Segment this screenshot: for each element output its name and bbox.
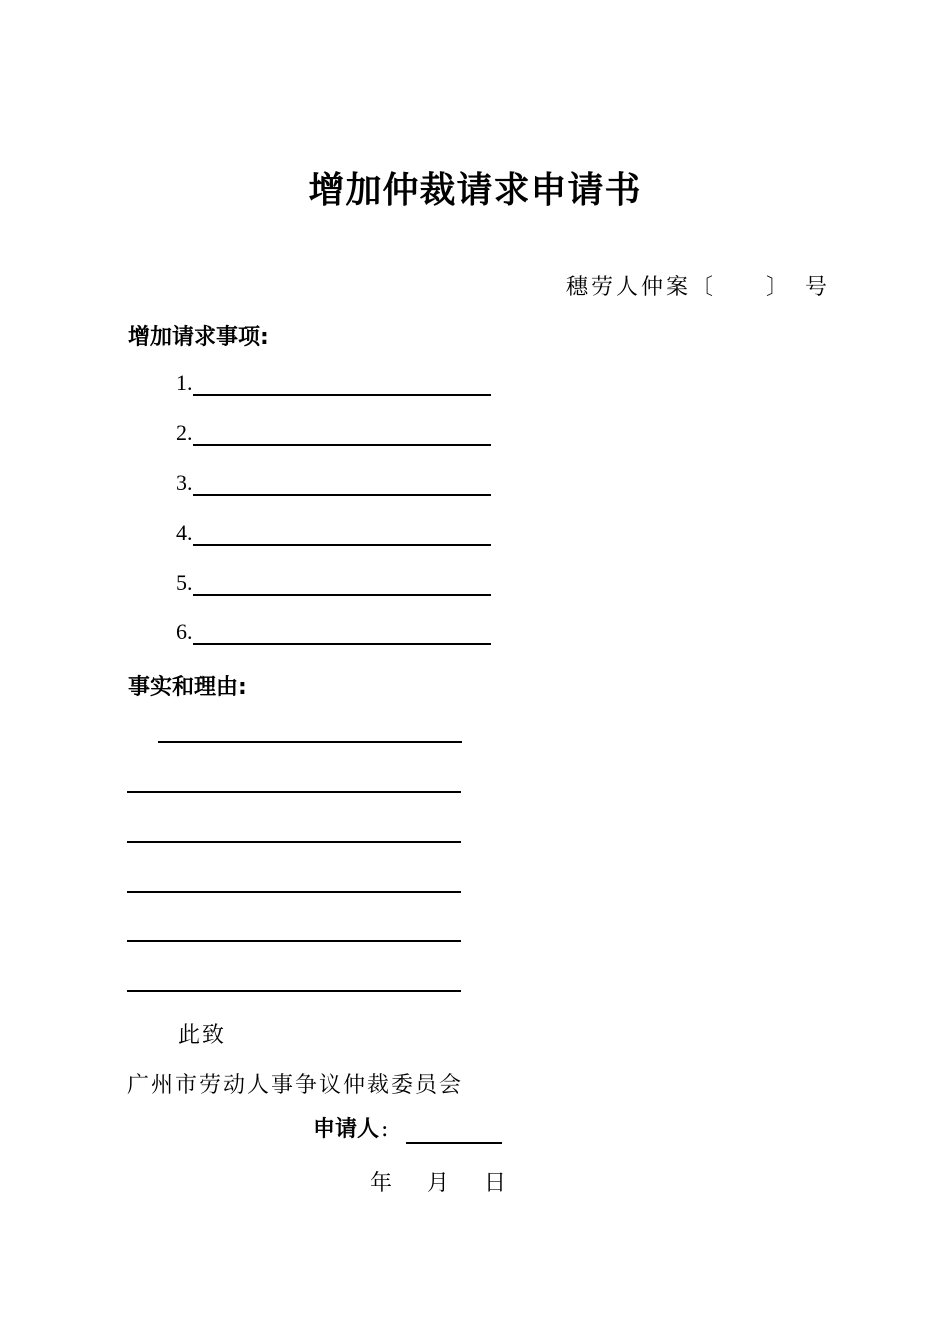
request-item-4 — [176, 520, 491, 546]
facts-blank-line[interactable] — [127, 841, 461, 843]
request-item-5 — [176, 570, 491, 596]
request-item-number: 2. — [176, 420, 193, 445]
date-day: 日 — [484, 1171, 507, 1196]
applicant-label: 申请人 — [313, 1117, 380, 1142]
request-item-number: 1. — [176, 370, 193, 395]
request-item-blank-line[interactable] — [193, 522, 491, 546]
request-item-blank-line[interactable] — [193, 372, 491, 396]
request-item-1 — [176, 370, 491, 396]
request-item-number: 6. — [176, 619, 193, 644]
request-item-6 — [176, 619, 491, 645]
request-item-blank-line[interactable] — [193, 472, 491, 496]
request-item-number: 4. — [176, 520, 193, 545]
applicant-row — [313, 1116, 502, 1144]
date-month: 月 — [427, 1171, 450, 1196]
recipient: 广州市劳动人事争议仲裁委员会 — [127, 1073, 464, 1098]
request-item-number: 3. — [176, 470, 193, 495]
request-item-blank-line[interactable] — [193, 572, 491, 596]
facts-heading: 事实和理由: — [128, 675, 247, 700]
facts-blank-line[interactable] — [127, 791, 461, 793]
facts-blank-line[interactable] — [127, 990, 461, 992]
applicant-colon: : — [381, 1117, 389, 1142]
request-item-2 — [176, 420, 491, 446]
date-line — [370, 1166, 534, 1197]
request-item-blank-line[interactable] — [193, 621, 491, 645]
request-item-number: 5. — [176, 570, 193, 595]
document-title: 增加仲裁请求申请书 — [308, 170, 642, 211]
facts-blank-line[interactable] — [127, 940, 461, 942]
requests-heading: 增加请求事项: — [128, 325, 269, 350]
date-year: 年 — [370, 1171, 393, 1196]
facts-blank-line[interactable] — [158, 741, 462, 743]
case-number: 穗劳人仲案〔 〕 号 — [565, 275, 830, 300]
request-item-blank-line[interactable] — [193, 422, 491, 446]
salutation: 此致 — [178, 1023, 227, 1048]
applicant-signature-line[interactable] — [406, 1118, 502, 1144]
facts-blank-line[interactable] — [127, 891, 461, 893]
request-item-3 — [176, 470, 491, 496]
